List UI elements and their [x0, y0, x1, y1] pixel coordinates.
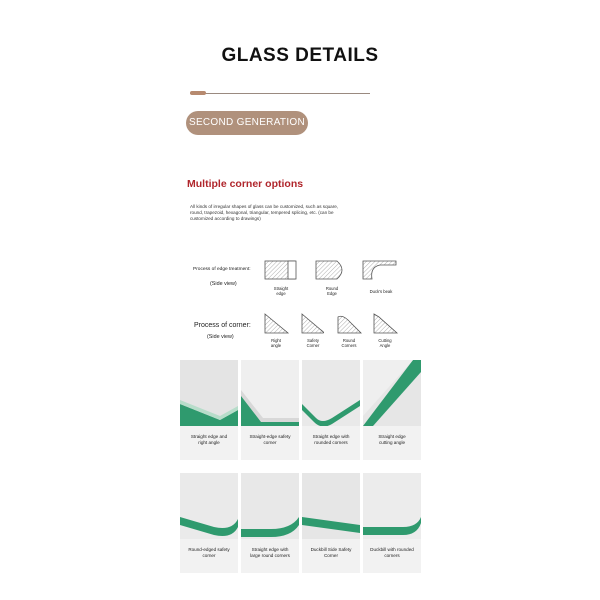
sample-tile	[180, 360, 238, 460]
sample-tile	[302, 360, 360, 460]
product-detail-page	[172, 0, 428, 600]
corner-option-label: Right	[271, 338, 281, 343]
sample-caption: corner	[263, 440, 277, 445]
ducks-beak-edge-icon	[362, 257, 400, 283]
sample-caption: cutting angle	[378, 440, 406, 445]
sample-caption: Straight edge with	[312, 434, 350, 439]
glass-sample-photo	[180, 473, 238, 539]
edge-option-label: Straight	[273, 286, 289, 291]
corner-option-label: Corners	[341, 343, 357, 348]
divider-line	[190, 93, 370, 94]
sample-caption: Straight-edge safety	[249, 434, 291, 439]
glass-sample-photo	[241, 473, 299, 539]
sample-caption: rounded corners	[314, 440, 348, 445]
sample-caption: Straight edge with	[251, 547, 289, 552]
corner-option-label: Round	[342, 338, 356, 343]
right-angle-corner-icon	[264, 313, 290, 335]
corner-option-label: angle	[270, 343, 282, 348]
sample-tile	[302, 473, 360, 573]
round-corner-icon	[337, 313, 363, 335]
corner-option-label: Cutting	[378, 338, 392, 343]
sample-tile	[241, 473, 299, 573]
straight-edge-icon	[264, 257, 298, 283]
sample-caption: large round corners	[250, 553, 290, 558]
divider-accent	[190, 91, 206, 95]
edge-side-view-label: (Side view)	[210, 281, 237, 287]
corner-option-label: Corner	[306, 343, 320, 348]
round-edge-icon	[315, 257, 349, 283]
edge-treatment-label: Process of edge treatment:	[193, 267, 251, 272]
glass-sample-photo	[363, 360, 421, 426]
edge-option-label: Round	[325, 286, 339, 291]
corner-option-label: Angle	[379, 343, 391, 348]
sample-caption: Straight edge	[378, 434, 406, 439]
corner-process-label: Process of corner:	[194, 322, 251, 329]
corner-option-label: Safety	[307, 338, 319, 343]
sample-caption: right angle	[198, 440, 220, 445]
sample-caption: Duckbill Side Safety	[310, 547, 352, 552]
generation-badge: SECOND GENERATION	[186, 111, 308, 135]
sample-caption: Corner	[323, 553, 339, 558]
sample-caption: corner	[202, 553, 216, 558]
edge-option-label: Duck's beak	[369, 289, 393, 294]
sample-tile	[241, 360, 299, 460]
glass-sample-photo	[180, 360, 238, 426]
sample-caption: Duckbill with rounded	[370, 547, 414, 552]
glass-sample-photo	[302, 360, 360, 426]
sample-caption: corners	[384, 553, 400, 558]
page-title: GLASS DETAILS	[221, 45, 379, 66]
sample-tile	[363, 360, 421, 460]
edge-option-label: edge	[276, 291, 286, 296]
sample-caption: Straight edge and	[190, 434, 228, 439]
sample-tile	[363, 473, 421, 573]
sample-tile	[180, 473, 238, 573]
section-description: All kinds of irregular shapes of glass can be customized, such as square, round, trapezoid, hexagonal, triangular, tempered splicing, etc. (can be customized according to drawings)	[190, 204, 339, 221]
section-title: Multiple corner options	[187, 178, 304, 190]
glass-sample-photo	[363, 473, 421, 539]
glass-sample-photo	[241, 360, 299, 426]
sample-caption: Round-edged safety	[188, 547, 230, 552]
safety-corner-icon	[301, 313, 327, 335]
corner-side-view-label: (Side view)	[207, 334, 234, 340]
glass-sample-photo	[302, 473, 360, 539]
cutting-angle-corner-icon	[373, 313, 399, 335]
edge-option-label: Edge	[327, 291, 337, 296]
